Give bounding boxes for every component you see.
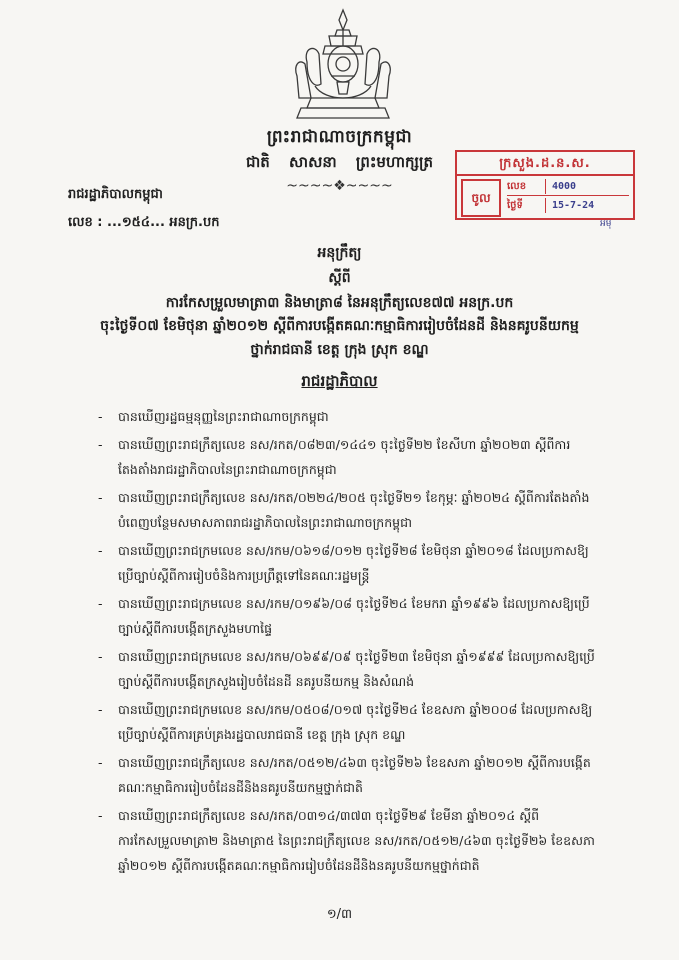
section-heading-government: រាជរដ្ឋាភិបាល (301, 372, 378, 390)
list-item-text: បានឃើញព្រះរាជក្រឹត្យលេខ នស/រកត/០៨២៣/១៤៤១ ចុះថ្ងៃទី២២ ខែសីហា ឆ្នាំ២០២៣ ស្ដីពីការតែងតាំងរាជរដ្ឋាភិបាលនៃព្រះរាជាណាចក្រកម្ពុជា (118, 437, 571, 477)
national-motto: ជាតិ សាសនា ព្រះមហាក្សត្រ (246, 153, 433, 171)
list-bullet: - (98, 808, 103, 823)
list-bullet: - (98, 437, 103, 452)
list-bullet: - (98, 409, 103, 424)
decree-subject-line-2: ចុះថ្ងៃទី០៧ ខែមិថុនា ឆ្នាំ២០១២ ស្ដីពីការបង្កើតគណៈកម្មាធិការរៀបចំដែនដី និងនគរូបនីយកម្ម (100, 318, 579, 334)
list-bullet: - (98, 543, 103, 558)
list-bullet: - (98, 490, 103, 505)
list-bullet: - (98, 649, 103, 664)
stamp-number-value: 4000 (552, 181, 577, 192)
decree-subject-line-3: ថ្នាក់រាជធានី ខេត្ត ក្រុង ស្រុក ខណ្ឌ (250, 342, 429, 358)
stamp-header: ក្រសួង.ដ.ន.ស. (499, 156, 591, 171)
royal-coat-of-arms-emblem (285, 6, 401, 124)
stamp-date-label: ថ្ងៃទី (507, 198, 546, 213)
list-item (98, 485, 598, 535)
list-item (98, 644, 598, 694)
stamp-row-date (507, 198, 629, 214)
stamp-box-label: ចូល (461, 179, 501, 217)
list-item (98, 803, 598, 878)
stamp-divider (457, 174, 633, 176)
list-item (98, 432, 598, 482)
list-bullet: - (98, 755, 103, 770)
stamp-number-label: លេខ (507, 179, 546, 194)
stamp-row-number (507, 179, 629, 196)
list-item-text: បានឃើញព្រះរាជក្រមលេខ នស/រកម/០៦១៨/០១២ ចុះថ្ងៃទី២៨ ខែមិថុនា ឆ្នាំ២០១៨ ដែលប្រកាសឱ្យប្រើច្បាប់ស្ដីពីការរៀបចំនិងការប្រព្រឹត្តទៅនៃគណៈរដ្ឋមន្ត្រី (118, 543, 589, 583)
list-item-text: បានឃើញព្រះរាជក្រមលេខ នស/រកម/០១៩៦/០៨ ចុះថ្ងៃទី២៤ ខែមករា ឆ្នាំ១៩៩៦ ដែលប្រកាសឱ្យប្រើច្បាប់ស្ដីពីការបង្កើតក្រសួងមហាផ្ទៃ (118, 596, 590, 636)
list-item (98, 697, 598, 747)
decree-type-heading: អនុក្រឹត្យ (317, 245, 362, 261)
stamp-signature: អមុ (600, 219, 612, 229)
list-item-text: បានឃើញរដ្ឋធម្មនុញ្ញនៃព្រះរាជាណាចក្រកម្ពុជា (118, 409, 329, 424)
list-item (98, 591, 598, 641)
received-stamp (455, 150, 635, 220)
page-number: ១/៣ (326, 907, 353, 922)
list-item (98, 750, 598, 800)
list-bullet: - (98, 702, 103, 717)
decree-subject-line-1: ការកែសម្រួលមាត្រា៣ និងមាត្រា៨ នៃអនុក្រឹត្យលេខ៧៧ អនក្រ.បក (165, 295, 514, 311)
document-number: លេខ : ...១៥៤... អនក្រ.បក (68, 215, 220, 230)
list-item-text: បានឃើញព្រះរាជក្រមលេខ នស/រកម/០៥០៨/០១៧ ចុះថ្ងៃទី២៤ ខែឧសភា ឆ្នាំ២០០៨ ដែលប្រកាសឱ្យប្រើច្បាប់ស្ដីពីការគ្រប់គ្រងរដ្ឋបាលរាជធានី ខេត្ត ក្រុង ស្រុក ខណ្ឌ (118, 702, 593, 742)
list-item-text: បានឃើញព្រះរាជក្រឹត្យលេខ នស/រកត/០៣១៤/៣៧៣ ចុះថ្ងៃទី២៩ ខែមីនា ឆ្នាំ២០១៤ ស្ដីពីការកែសម្រួលមាត្រា២ និងមាត្រា៥ នៃព្រះរាជក្រឹត្យលេខ នស/រកត/០៥១២/៤៦៣ ចុះថ្ងៃទី២៦ ខែឧសភា ឆ្នាំ២០១២ ស្ដីពីការបង្កើតគណៈកម្មាធិការរៀបចំដែនដីនិងនគរូបនីយកម្មថ្នាក់ជាតិ (118, 808, 595, 873)
decree-subject-label: ស្ដីពី (328, 270, 351, 286)
stamp-date-value: 15-7-24 (552, 200, 595, 211)
issuing-government: រាជរដ្ឋាភិបាលកម្ពុជា (68, 187, 163, 202)
ornament-divider: ~~~~❖~~~~ (286, 178, 393, 194)
kingdom-title: ព្រះរាជាណាចក្រកម្ពុជា (266, 127, 413, 147)
list-item-text: បានឃើញព្រះរាជក្រមលេខ នស/រកម/០៦៩៩/០៩ ចុះថ្ងៃទី២៣ ខែមិថុនា ឆ្នាំ១៩៩៩ ដែលប្រកាសឱ្យប្រើច្បាប់ស្ដីពីការបង្កើតក្រសួងរៀបចំដែនដី នគរូបនីយកម្ម និងសំណង់ (118, 649, 595, 689)
list-item-text: បានឃើញព្រះរាជក្រឹត្យលេខ នស/រកត/០២២៤/២០៥ ចុះថ្ងៃទី២១ ខែកុម្ភៈ ឆ្នាំ២០២៤ ស្ដីពីការតែងតាំងបំពេញបន្ថែមសមាសភាពរាជរដ្ឋាភិបាលនៃព្រះរាជាណាចក្រកម្ពុជា (118, 490, 590, 530)
legal-references-list (98, 404, 598, 881)
list-bullet: - (98, 596, 103, 611)
list-item (98, 404, 598, 429)
list-item (98, 538, 598, 588)
list-item-text: បានឃើញព្រះរាជក្រឹត្យលេខ នស/រកត/០៥១២/៤៦៣ ចុះថ្ងៃទី២៦ ខែឧសភា ឆ្នាំ២០១២ ស្ដីពីការបង្កើតគណៈកម្មាធិការរៀបចំដែនដីនិងនគរូបនីយកម្មថ្នាក់ជាតិ (118, 755, 591, 795)
